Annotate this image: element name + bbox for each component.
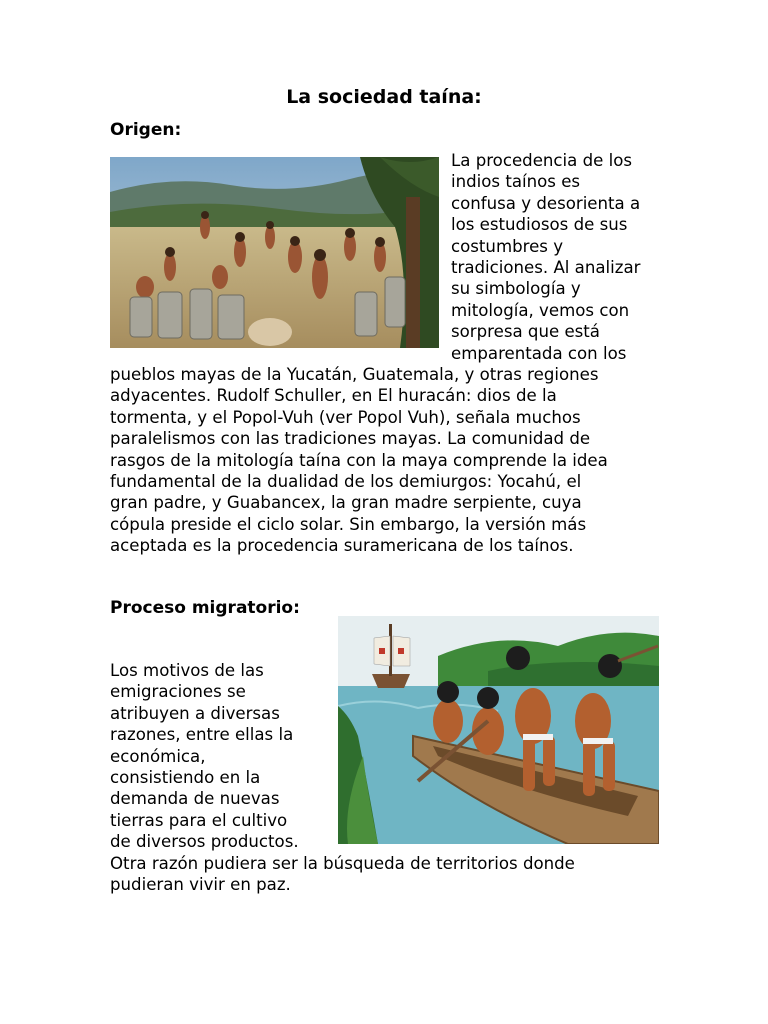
- taino-village-illustration: [110, 157, 439, 348]
- section-heading-origen: Origen:: [110, 120, 182, 140]
- text-line: consistiendo en la: [110, 768, 261, 788]
- text-line: paralelismos con las tradiciones mayas. La comunidad de: [110, 429, 591, 449]
- text-line: Otra razón pudiera ser la búsqueda de territorios donde: [110, 853, 575, 873]
- text-line: emigraciones se: [110, 682, 246, 702]
- text-line: de diversos productos.: [110, 832, 299, 852]
- text-line: pudieran vivir en paz.: [110, 875, 291, 895]
- section-heading-migratorio: Proceso migratorio:: [110, 598, 300, 618]
- text-line: atribuyen a diversas: [110, 703, 280, 723]
- text-line: gran padre, y Guabancex, la gran madre serpiente, cuya: [110, 493, 582, 513]
- text-line: Los motivos de las: [110, 661, 264, 680]
- text-line: emparentada con los: [451, 343, 627, 363]
- text-line: mitología, vemos con: [451, 300, 630, 320]
- text-line: demanda de nuevas: [110, 789, 280, 809]
- text-line: sorpresa que está: [451, 322, 600, 342]
- page-title: La sociedad taína:: [286, 86, 482, 108]
- text-line: razones, entre ellas la: [110, 725, 294, 745]
- origen-paragraph-wrapped: [451, 150, 640, 364]
- text-line: adyacentes. Rudolf Schuller, en El huracán: dios de la: [110, 386, 557, 406]
- text-line: indios taínos es: [451, 172, 581, 192]
- text-line: aceptada es la procedencia suramericana de los taínos.: [110, 536, 574, 556]
- migratorio-paragraph: [110, 660, 575, 895]
- text-line: costumbres y: [451, 236, 564, 256]
- text-line: confusa y desorienta a: [451, 193, 641, 213]
- origen-paragraph-full: [110, 364, 608, 557]
- text-line: rasgos de la mitología taína con la maya comprende la idea: [110, 450, 608, 470]
- text-line: los estudiosos de sus: [451, 215, 628, 235]
- text-line: La procedencia de los: [451, 151, 633, 170]
- text-line: tradiciones. Al analizar: [451, 258, 641, 278]
- text-line: tormenta, y el Popol-Vuh (ver Popol Vuh), señala muchos: [110, 407, 581, 427]
- text-line: tierras para el cultivo: [110, 810, 288, 830]
- text-line: cópula preside el ciclo solar. Sin embargo, la versión más: [110, 514, 587, 534]
- text-line: económica,: [110, 746, 206, 766]
- text-line: su simbología y: [451, 279, 581, 299]
- text-line: pueblos mayas de la Yucatán, Guatemala, y otras regiones: [110, 365, 599, 384]
- text-line: fundamental de la dualidad de los demiurgos: Yocahú, el: [110, 472, 582, 492]
